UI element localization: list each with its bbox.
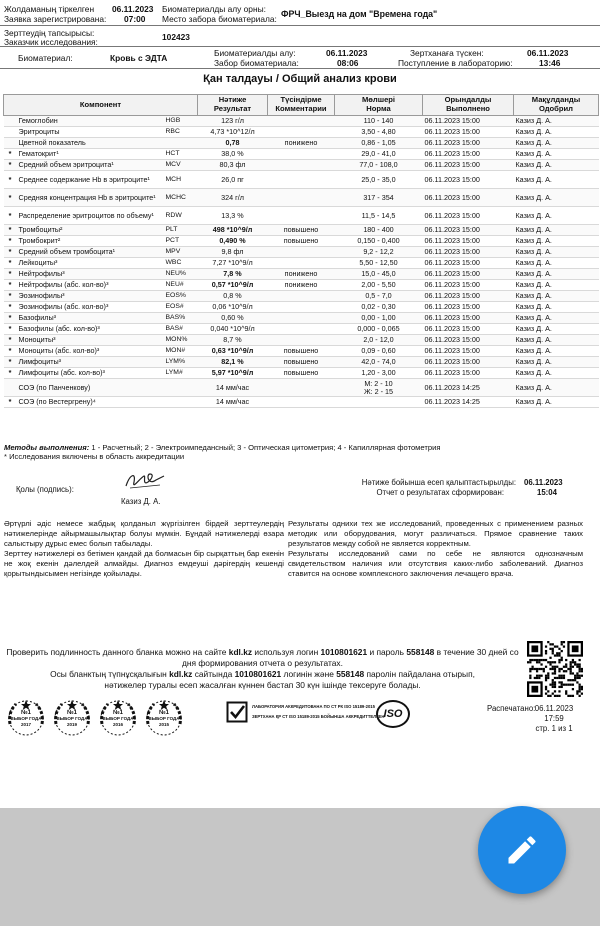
row-comment	[268, 160, 335, 171]
row-abbreviation: LYM#	[164, 368, 198, 379]
row-approved-by: Казиз Д. А.	[514, 335, 599, 346]
row-approved-by: Казиз Д. А.	[514, 171, 599, 189]
table-row	[4, 116, 599, 127]
row-component-name: Базофилы³	[17, 313, 164, 324]
row-abbreviation: MPV	[164, 247, 198, 258]
collect-date: 06.11.2023	[326, 48, 368, 58]
row-comment	[268, 313, 335, 324]
row-result: 14 мм/час	[198, 379, 268, 397]
row-norm: 0,00 - 1,00	[335, 313, 423, 324]
row-component-name: Моноциты (абс. кол-во)³	[17, 346, 164, 357]
row-norm: 15,0 - 45,0	[335, 269, 423, 280]
row-component-name: Цветной показатель	[17, 138, 164, 149]
col-norm: Мөлшері Норма	[335, 95, 423, 116]
table-row	[4, 160, 599, 171]
row-result: 82,1 %	[198, 357, 268, 368]
award-badge	[142, 698, 186, 743]
reg-date: 06.11.2023	[112, 4, 154, 14]
row-comment	[268, 189, 335, 207]
row-comment: понижено	[268, 138, 335, 149]
badge-year: 2017	[20, 722, 31, 727]
collect-label-ru: Забор биоматериала:	[214, 58, 299, 68]
row-comment	[268, 116, 335, 127]
row-comment: повышено	[268, 368, 335, 379]
row-star-marker: *	[4, 291, 17, 302]
collect-time: 08:06	[337, 58, 359, 68]
row-result: 0,490 %	[198, 236, 268, 247]
row-component-name: Моноциты³	[17, 335, 164, 346]
table-row	[4, 207, 599, 225]
row-done-time: 06.11.2023 15:00	[423, 171, 514, 189]
row-comment: понижено	[268, 280, 335, 291]
row-abbreviation: RDW	[164, 207, 198, 225]
row-norm	[335, 397, 423, 408]
row-norm: 77,0 - 108,0	[335, 160, 423, 171]
recv-date: 06.11.2023	[527, 48, 569, 58]
row-component-name: Эозинофилы (абс. кол-во)³	[17, 302, 164, 313]
row-approved-by: Казиз Д. А.	[514, 127, 599, 138]
check-box-icon	[226, 701, 248, 723]
row-component-name: Среднее содержание Hb в эритроците¹	[17, 171, 164, 189]
table-row	[4, 247, 599, 258]
row-star-marker: *	[4, 368, 17, 379]
row-done-time: 06.11.2023 15:00	[423, 160, 514, 171]
row-approved-by: Казиз Д. А.	[514, 280, 599, 291]
row-component-name: Эозинофилы³	[17, 291, 164, 302]
col-approved: Мақұлданды Одобрил	[514, 95, 599, 116]
row-star-marker: *	[4, 313, 17, 324]
row-norm: 0,09 - 0,60	[335, 346, 423, 357]
row-approved-by: Казиз Д. А.	[514, 269, 599, 280]
row-component-name: Гемоглобин	[17, 116, 164, 127]
row-approved-by: Казиз Д. А.	[514, 379, 599, 397]
award-badge	[4, 698, 48, 743]
badge-title: ВЫБОР ГОДА	[56, 716, 88, 721]
row-star-marker: *	[4, 280, 17, 291]
badge-rank: №1	[112, 710, 124, 716]
row-component-name: СОЭ (по Панченкову)	[17, 379, 164, 397]
report-title: Қан талдауы / Общий анализ крови	[203, 73, 397, 85]
row-approved-by: Казиз Д. А.	[514, 397, 599, 408]
reg-time: 07:00	[124, 14, 146, 24]
table-row	[4, 236, 599, 247]
row-star-marker: *	[4, 236, 17, 247]
table-row	[4, 171, 599, 189]
row-approved-by: Казиз Д. А.	[514, 346, 599, 357]
row-approved-by: Казиз Д. А.	[514, 302, 599, 313]
table-row	[4, 313, 599, 324]
row-norm: 0,02 - 0,30	[335, 302, 423, 313]
row-component-name: Распределение эритроцитов по объему¹	[17, 207, 164, 225]
row-star-marker: *	[4, 258, 17, 269]
row-abbreviation: PLT	[164, 225, 198, 236]
row-approved-by: Казиз Д. А.	[514, 313, 599, 324]
row-star-marker	[4, 379, 17, 397]
row-done-time: 06.11.2023 15:00	[423, 357, 514, 368]
row-abbreviation: EOS#	[164, 302, 198, 313]
collect-label-kz: Биоматериалды алу:	[214, 48, 296, 58]
row-abbreviation: HCT	[164, 149, 198, 160]
row-star-marker: *	[4, 189, 17, 207]
methods-text: 1 - Расчетный; 2 - Электроимпедансный; 3 - Оптическая цитометрия; 4 - Капиллярная фотометрия	[91, 443, 441, 452]
row-component-name: Тромбокрит²	[17, 236, 164, 247]
table-row	[4, 127, 599, 138]
row-comment	[268, 127, 335, 138]
row-done-time: 06.11.2023 15:00	[423, 258, 514, 269]
row-comment	[268, 379, 335, 397]
report-formed-kz: Нәтиже бойынша есеп қалыптастырылды:	[361, 478, 516, 487]
row-result: 7,27 *10^9/л	[198, 258, 268, 269]
table-row	[4, 379, 599, 397]
row-norm: 110 - 140	[335, 116, 423, 127]
badge-rank: №1	[66, 710, 78, 716]
page-number: стр. 1 из 1	[535, 724, 573, 733]
row-result: 8,7 %	[198, 335, 268, 346]
table-row	[4, 225, 599, 236]
printed-label: Распечатано:	[487, 704, 536, 713]
row-norm: М: 2 - 10 Ж: 2 - 15	[335, 379, 423, 397]
signature-image	[120, 468, 168, 494]
order-label-ru: Заказчик исследования:	[4, 37, 98, 47]
row-done-time: 06.11.2023 15:00	[423, 313, 514, 324]
award-badge	[96, 698, 140, 743]
printed-date: 06.11.2023	[534, 704, 574, 713]
badge-year: 2019	[66, 722, 77, 727]
badge-title: ВЫБОР ГОДА	[10, 716, 42, 721]
row-result: 324 г/л	[198, 189, 268, 207]
row-norm: 1,20 - 3,00	[335, 368, 423, 379]
row-done-time: 06.11.2023 15:00	[423, 138, 514, 149]
table-row	[4, 258, 599, 269]
signer-name: Казиз Д. А.	[121, 497, 161, 506]
disclaimer-ru-2: Результаты исследований сами по себе не являются однозначным свидетельством наличия или отсутствия каких-либо заболеваний. Диагноз ставится на основе комплексного заключения лечащего врача.	[288, 549, 583, 578]
row-abbreviation: EOS%	[164, 291, 198, 302]
row-star-marker: *	[4, 225, 17, 236]
table-row	[4, 324, 599, 335]
row-abbreviation	[164, 138, 198, 149]
accreditation-note: * Исследования включены в область аккредитации	[4, 452, 185, 461]
row-star-marker: *	[4, 171, 17, 189]
row-abbreviation: LYM%	[164, 357, 198, 368]
row-approved-by: Казиз Д. А.	[514, 357, 599, 368]
row-comment	[268, 247, 335, 258]
row-norm: 0,150 - 0,400	[335, 236, 423, 247]
row-result: 0,60 %	[198, 313, 268, 324]
row-result: 0,040 *10^9/л	[198, 324, 268, 335]
methods-note	[4, 443, 440, 461]
iso-logo: ISO	[376, 700, 410, 728]
row-approved-by: Казиз Д. А.	[514, 291, 599, 302]
row-approved-by: Казиз Д. А.	[514, 225, 599, 236]
row-star-marker: *	[4, 247, 17, 258]
row-result: 498 *10^9/л	[198, 225, 268, 236]
row-comment	[268, 324, 335, 335]
col-result: Нәтиже Результат	[198, 95, 268, 116]
row-abbreviation: PCT	[164, 236, 198, 247]
badge-title: ВЫБОР ГОДА	[102, 716, 134, 721]
row-abbreviation: WBC	[164, 258, 198, 269]
col-comment: Түсіндірме Комментарии	[268, 95, 335, 116]
row-approved-by: Казиз Д. А.	[514, 236, 599, 247]
row-approved-by: Казиз Д. А.	[514, 138, 599, 149]
row-star-marker	[4, 127, 17, 138]
row-norm: 25,0 - 35,0	[335, 171, 423, 189]
table-row	[4, 368, 599, 379]
row-comment	[268, 258, 335, 269]
row-component-name: СОЭ (по Вестергрену)⁴	[17, 397, 164, 408]
row-result: 0,06 *10^9/л	[198, 302, 268, 313]
badge-year: 2015	[158, 722, 169, 727]
row-approved-by: Казиз Д. А.	[514, 247, 599, 258]
biomaterial-label: Биоматериал:	[18, 53, 73, 63]
row-approved-by: Казиз Д. А.	[514, 189, 599, 207]
report-date: 06.11.2023	[524, 478, 563, 487]
row-abbreviation: MCV	[164, 160, 198, 171]
row-result: 80,3 фл	[198, 160, 268, 171]
col-done: Орындалды Выполнено	[423, 95, 514, 116]
row-abbreviation: MCHC	[164, 189, 198, 207]
row-star-marker: *	[4, 346, 17, 357]
row-norm: 2,0 - 12,0	[335, 335, 423, 346]
row-result: 7,8 %	[198, 269, 268, 280]
table-row	[4, 397, 599, 408]
report-formed-ru: Отчет о результатах сформирован:	[376, 488, 504, 497]
row-norm: 3,50 - 4,80	[335, 127, 423, 138]
qr-code-icon	[527, 641, 583, 697]
table-header	[4, 95, 599, 116]
row-done-time: 06.11.2023 15:00	[423, 280, 514, 291]
verify-site-link[interactable]: kdl.kz	[228, 647, 253, 657]
row-done-time: 06.11.2023 15:00	[423, 149, 514, 160]
row-done-time: 06.11.2023 15:00	[423, 127, 514, 138]
row-norm: 11,5 - 14,5	[335, 207, 423, 225]
row-component-name: Тромбоциты²	[17, 225, 164, 236]
row-done-time: 06.11.2023 15:00	[423, 335, 514, 346]
row-done-time: 06.11.2023 15:00	[423, 207, 514, 225]
row-component-name: Базофилы (абс. кол-во)³	[17, 324, 164, 335]
row-result: 0,57 *10^9/л	[198, 280, 268, 291]
divider	[0, 46, 600, 47]
row-component-name: Эритроциты	[17, 127, 164, 138]
row-star-marker: *	[4, 302, 17, 313]
row-approved-by: Казиз Д. А.	[514, 258, 599, 269]
recv-label-ru: Поступление в лабораторию:	[398, 58, 513, 68]
divider	[0, 68, 600, 69]
row-star-marker: *	[4, 324, 17, 335]
row-approved-by: Казиз Д. А.	[514, 116, 599, 127]
row-comment	[268, 207, 335, 225]
edit-fab-button[interactable]	[478, 806, 566, 894]
row-star-marker: *	[4, 357, 17, 368]
reg-label-kz: Жолдаманың тіркелген	[4, 4, 95, 14]
row-done-time: 06.11.2023 14:25	[423, 379, 514, 397]
row-star-marker	[4, 116, 17, 127]
row-abbreviation: RBC	[164, 127, 198, 138]
biomaterial-value: Кровь с ЭДТА	[110, 53, 168, 63]
row-component-name: Лимфоциты (абс. кол-во)³	[17, 368, 164, 379]
recv-time: 13:46	[539, 58, 561, 68]
row-approved-by: Казиз Д. А.	[514, 368, 599, 379]
badge-rank: №1	[20, 710, 32, 716]
row-norm: 317 - 354	[335, 189, 423, 207]
row-abbreviation: BAS#	[164, 324, 198, 335]
row-star-marker: *	[4, 207, 17, 225]
disclaimer-kz-1: Әртүрлі әдіс немесе жабдық қолданыл жүргізілген бірдей зерттеулердің нәтижелерінде айырмашылықтар болуы мүмкін. Бұндай нәтижелерді өзара салыстыру дұрыс емес болып табылады.	[4, 519, 284, 548]
row-component-name: Лимфоциты³	[17, 357, 164, 368]
row-comment	[268, 397, 335, 408]
disclaimer-kz-2: Зерттеу нәтижелері өз бетімен қандай да болмасын бір сырқаттың бар екенін не жоқ екенін дәлелдей алмайды. Диагноз емдеуші дәрігердің кешенді қорытындысымен негізінде қойылады.	[4, 549, 284, 578]
row-norm: 0,000 - 0,065	[335, 324, 423, 335]
disclaimer-ru	[288, 519, 583, 579]
methods-label: Методы выполнения:	[4, 443, 90, 452]
table-row	[4, 335, 599, 346]
row-result: 14 мм/час	[198, 397, 268, 408]
table-row	[4, 149, 599, 160]
row-result: 123 г/л	[198, 116, 268, 127]
reg-label-ru: Заявка зарегистрирована:	[4, 14, 107, 24]
row-result: 0,63 *10^9/л	[198, 346, 268, 357]
row-abbreviation: MCH	[164, 171, 198, 189]
row-done-time: 06.11.2023 15:00	[423, 302, 514, 313]
col-component: Компонент	[4, 95, 198, 116]
row-star-marker	[4, 138, 17, 149]
row-norm: 29,0 - 41,0	[335, 149, 423, 160]
row-done-time: 06.11.2023 15:00	[423, 116, 514, 127]
row-done-time: 06.11.2023 15:00	[423, 324, 514, 335]
accreditation-line-2: ЗЕРТХАНА ҚР СТ ISO 15189-2015 БОЙЫНША АККРЕДИТТЕЛГЕН	[252, 714, 385, 719]
row-abbreviation: BAS%	[164, 313, 198, 324]
row-result: 5,97 *10^9/л	[198, 368, 268, 379]
row-comment: понижено	[268, 269, 335, 280]
row-star-marker: *	[4, 269, 17, 280]
row-done-time: 06.11.2023 15:00	[423, 236, 514, 247]
row-done-time: 06.11.2023 15:00	[423, 269, 514, 280]
row-component-name: Нейтрофилы³	[17, 269, 164, 280]
report-time: 15:04	[537, 488, 557, 497]
row-norm: 2,00 - 5,50	[335, 280, 423, 291]
row-abbreviation: MON#	[164, 346, 198, 357]
row-abbreviation: HGB	[164, 116, 198, 127]
table-row	[4, 189, 599, 207]
divider	[0, 25, 600, 26]
place-value: ФРЧ_Выезд на дом "Времена года"	[281, 9, 438, 19]
results-table	[3, 94, 599, 408]
row-abbreviation: MON%	[164, 335, 198, 346]
row-component-name: Лейкоциты³	[17, 258, 164, 269]
row-comment	[268, 171, 335, 189]
disclaimer-ru-1: Результаты однихи тех же исследований, проведенных с применением разных методик или оборудования, могут различаться. Прямое сравнение таких результатов между собой не является корректным.	[288, 519, 583, 548]
row-norm: 180 - 400	[335, 225, 423, 236]
row-component-name: Гематокрит¹	[17, 149, 164, 160]
printed-time: 17:59	[544, 714, 564, 723]
row-component-name: Средний объем эритроцита¹	[17, 160, 164, 171]
row-comment	[268, 302, 335, 313]
row-norm: 5,50 - 12,50	[335, 258, 423, 269]
table-row	[4, 138, 599, 149]
row-comment	[268, 335, 335, 346]
row-component-name: Нейтрофилы (абс. кол-во)³	[17, 280, 164, 291]
signature-label: Қолы (подпись):	[16, 485, 74, 494]
row-component-name: Средний объем тромбоцита¹	[17, 247, 164, 258]
badge-year: 2016	[112, 722, 123, 727]
row-done-time: 06.11.2023 15:00	[423, 346, 514, 357]
table-row	[4, 357, 599, 368]
row-norm: 0,5 - 7,0	[335, 291, 423, 302]
row-result: 13,3 %	[198, 207, 268, 225]
table-row	[4, 302, 599, 313]
row-comment: повышено	[268, 357, 335, 368]
table-row	[4, 269, 599, 280]
row-result: 38,0 %	[198, 149, 268, 160]
row-comment	[268, 291, 335, 302]
recv-label-kz: Зертханаға түскен:	[410, 48, 484, 58]
row-done-time: 06.11.2023 15:00	[423, 291, 514, 302]
place-label-ru: Место забора биоматериала:	[162, 14, 277, 24]
badge-rank: №1	[158, 710, 170, 716]
row-star-marker: *	[4, 160, 17, 171]
table-row	[4, 280, 599, 291]
row-comment: повышено	[268, 225, 335, 236]
row-abbreviation	[164, 397, 198, 408]
row-star-marker: *	[4, 397, 17, 408]
row-result: 9,8 фл	[198, 247, 268, 258]
row-result: 0,8 %	[198, 291, 268, 302]
row-norm: 9,2 - 12,2	[335, 247, 423, 258]
row-norm: 0,86 - 1,05	[335, 138, 423, 149]
verification-text: Проверить подлинность данного бланка можно на сайте kdl.kz используя логин 1010801621 и пароль 558148 в течение 30 дней со дня формирования отчета о результатах. Осы бланктың түпнұсқалығын kdl.kz сайтында 1010801621 логинін және 558148 паролін пайдалана отырып, нәтижелер туралы есеп жасалған күннен бастап 30 күн ішінде тексеруге болады.	[6, 647, 519, 690]
row-component-name: Средняя концентрация Hb в эритроците¹	[17, 189, 164, 207]
row-done-time: 06.11.2023 15:00	[423, 225, 514, 236]
row-abbreviation	[164, 379, 198, 397]
row-approved-by: Казиз Д. А.	[514, 149, 599, 160]
row-approved-by: Казиз Д. А.	[514, 207, 599, 225]
row-done-time: 06.11.2023 15:00	[423, 189, 514, 207]
place-label-kz: Биоматериалды алу орны:	[162, 4, 266, 14]
row-abbreviation: NEU%	[164, 269, 198, 280]
row-abbreviation: NEU#	[164, 280, 198, 291]
row-done-time: 06.11.2023 15:00	[423, 247, 514, 258]
row-result: 4,73 *10^12/л	[198, 127, 268, 138]
row-star-marker: *	[4, 335, 17, 346]
row-result: 0,78	[198, 138, 268, 149]
badge-title: ВЫБОР ГОДА	[148, 716, 180, 721]
row-comment	[268, 149, 335, 160]
row-star-marker: *	[4, 149, 17, 160]
row-done-time: 06.11.2023 14:25	[423, 397, 514, 408]
row-norm: 42,0 - 74,0	[335, 357, 423, 368]
table-row	[4, 346, 599, 357]
row-approved-by: Казиз Д. А.	[514, 160, 599, 171]
order-label-kz: Зерттеудің тапсырысы:	[4, 28, 95, 38]
award-badge	[50, 698, 94, 743]
row-comment: повышено	[268, 346, 335, 357]
row-done-time: 06.11.2023 15:00	[423, 368, 514, 379]
table-row	[4, 291, 599, 302]
row-approved-by: Казиз Д. А.	[514, 324, 599, 335]
disclaimer-kz	[4, 519, 284, 579]
order-number: 102423	[162, 32, 190, 42]
row-comment: повышено	[268, 236, 335, 247]
pencil-icon	[504, 832, 540, 868]
accreditation-line-1: ЛАБОРАТОРИЯ АККРЕДИТОВАНА ПО СТ РК ISO 15189-2015	[252, 704, 375, 709]
row-result: 26,0 пг	[198, 171, 268, 189]
